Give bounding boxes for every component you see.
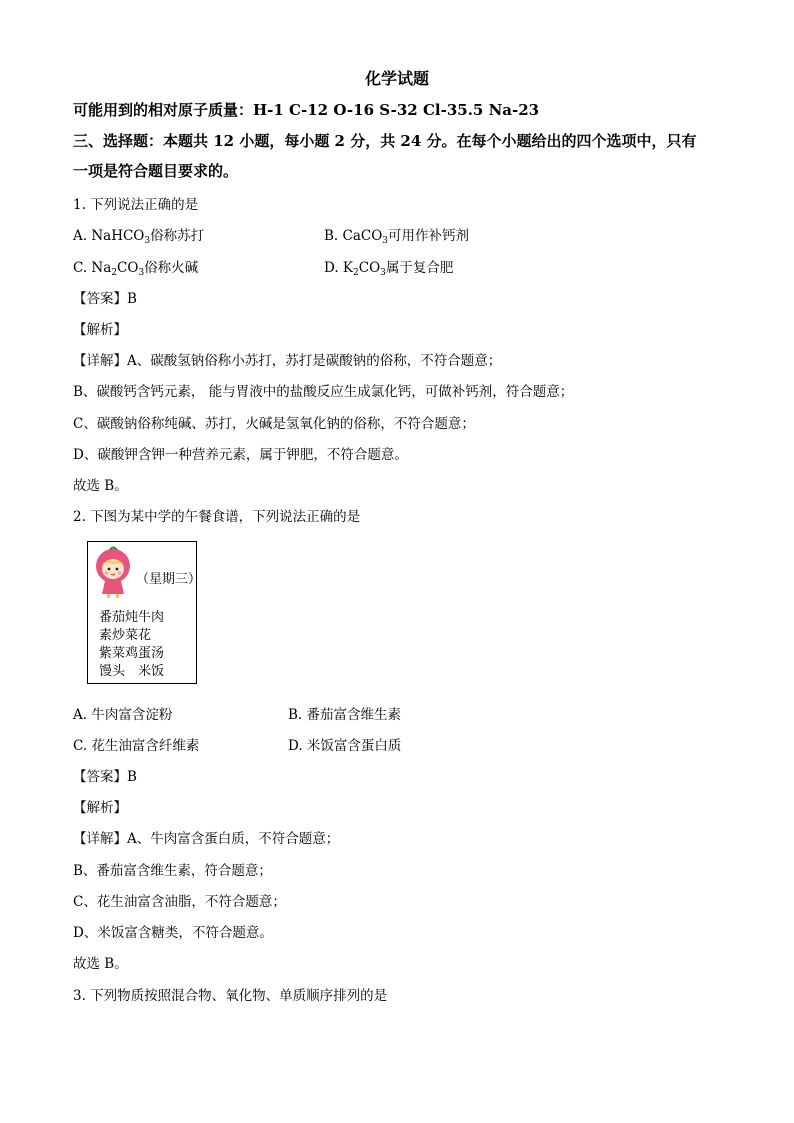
q2-answer: 【答案】B bbox=[73, 769, 137, 785]
q2-stem: 2. 下图为某中学的午餐食谱，下列说法正确的是 bbox=[73, 509, 361, 525]
q1-detail-line: C、碳酸钠俗称纯碱、苏打，火碱是氢氧化钠的俗称，不符合题意； bbox=[73, 416, 475, 432]
q2-option-d: D. 米饭富含蛋白质 bbox=[288, 738, 402, 754]
section-heading-line2: 一项是符合题目要求的。 bbox=[73, 162, 239, 180]
q3-stem: 3. 下列物质按照混合物、氧化物、单质顺序排列的是 bbox=[73, 988, 388, 1004]
section-heading-line1: 三、选择题：本题共 12 小题，每小题 2 分，共 24 分。在每个小题给出的四个选项中，只有 bbox=[73, 132, 697, 150]
page-title: 化学试题 bbox=[364, 69, 429, 88]
menu-item: 番茄炖牛肉 bbox=[99, 610, 165, 625]
q1-option-a: A. NaHCO$_3$俗称苏打 bbox=[73, 228, 205, 246]
q1-analysis-label: 【解析】 bbox=[73, 322, 127, 338]
lunch-menu-figure bbox=[87, 541, 202, 684]
q2-detail-line: 【详解】A、牛肉富含蛋白质，不符合题意； bbox=[73, 831, 340, 847]
q1-conclusion: 故选 B。 bbox=[73, 478, 128, 494]
q1-option-c: C. $Na_2CO_3$俗称火碱 bbox=[73, 260, 199, 278]
q2-analysis-label: 【解析】 bbox=[73, 800, 127, 816]
q1-detail-line: 【详解】A、碳酸氢钠俗称小苏打，苏打是碳酸钠的俗称，不符合题意； bbox=[73, 353, 502, 369]
q1-option-d: D. $K_2CO_3$属于复合肥 bbox=[324, 260, 454, 278]
menu-day: （星期三） bbox=[136, 572, 202, 587]
q2-option-a: A. 牛肉富含淀粉 bbox=[73, 707, 173, 723]
menu-item: 素炒菜花 bbox=[99, 628, 152, 643]
q1-option-b: B. CaCO$_3$可用作补钙剂 bbox=[324, 228, 470, 246]
q2-detail-line: B、番茄富含维生素，符合题意； bbox=[73, 863, 272, 879]
q2-conclusion: 故选 B。 bbox=[73, 956, 128, 972]
cartoon-girl-icon bbox=[93, 546, 135, 598]
q2-option-c: C. 花生油富含纤维素 bbox=[73, 738, 200, 754]
q2-detail-line: D、米饭富含糖类，不符合题意。 bbox=[73, 925, 273, 941]
q1-detail-line: D、碳酸钾含钾一种营养元素，属于钾肥，不符合题意。 bbox=[73, 447, 408, 463]
menu-item: 紫菜鸡蛋汤 bbox=[99, 646, 165, 661]
q1-answer: 【答案】B bbox=[73, 291, 137, 307]
q2-detail-line: C、花生油富含油脂，不符合题意； bbox=[73, 894, 286, 910]
q2-option-b: B. 番茄富含维生素 bbox=[288, 707, 402, 723]
q1-stem: 1. 下列说法正确的是 bbox=[73, 197, 199, 213]
menu-item: 馒头 米饭 bbox=[99, 664, 165, 679]
q1-detail-line: B、碳酸钙含钙元素， 能与胃液中的盐酸反应生成氯化钙，可做补钙剂，符合题意； bbox=[73, 384, 574, 400]
atomic-masses: 可能用到的相对原子质量：H-1 C-12 O-16 S-32 Cl-35.5 Na-23 bbox=[73, 101, 540, 119]
